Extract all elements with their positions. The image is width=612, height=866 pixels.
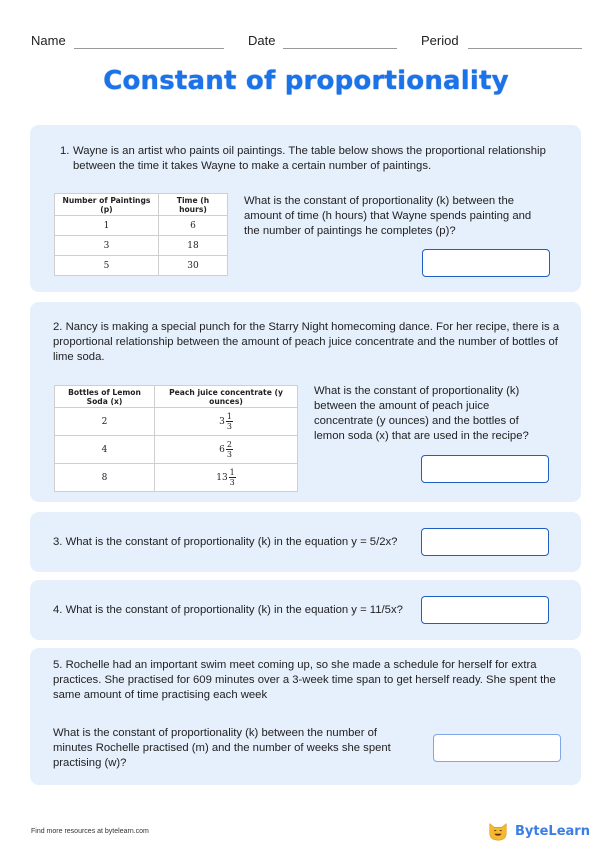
answer-input-1[interactable] bbox=[422, 249, 550, 277]
question-number: 5. bbox=[53, 659, 63, 671]
fraction-numerator: 1 bbox=[226, 412, 232, 421]
paintings-table bbox=[54, 193, 228, 276]
question-4-text bbox=[53, 603, 413, 618]
answer-input-5[interactable] bbox=[433, 734, 561, 762]
table-row bbox=[55, 216, 228, 236]
question-card-2 bbox=[30, 302, 581, 502]
table-row bbox=[55, 236, 228, 256]
mixed-fraction bbox=[219, 412, 233, 431]
question-2-text bbox=[53, 320, 563, 365]
table-row bbox=[55, 464, 298, 492]
fraction-denominator: 3 bbox=[226, 422, 232, 431]
table-header: Time (h hours) bbox=[158, 194, 227, 216]
fraction-numerator: 2 bbox=[226, 440, 232, 449]
table-cell: 5 bbox=[55, 256, 159, 276]
table-header-row bbox=[55, 194, 228, 216]
table-cell: 4 bbox=[55, 436, 155, 464]
table-cell bbox=[155, 408, 298, 436]
table-cell: 2 bbox=[55, 408, 155, 436]
question-1-text bbox=[60, 144, 560, 174]
worksheet-title: Constant of proportionality bbox=[103, 66, 509, 96]
fraction-denominator: 3 bbox=[226, 450, 232, 459]
name-label: Name bbox=[31, 33, 66, 48]
question-number: 2. bbox=[53, 321, 63, 333]
table-cell: 1 bbox=[55, 216, 159, 236]
date-field[interactable] bbox=[283, 48, 397, 49]
question-card-3 bbox=[30, 512, 581, 572]
brand-name: ByteLearn bbox=[515, 823, 590, 839]
period-field[interactable] bbox=[468, 48, 582, 49]
question-card-5 bbox=[30, 648, 581, 785]
mixed-fraction bbox=[216, 468, 236, 487]
table-cell: 30 bbox=[158, 256, 227, 276]
table-header-row bbox=[55, 386, 298, 408]
name-field[interactable] bbox=[74, 48, 224, 49]
fraction-numerator: 1 bbox=[229, 468, 235, 477]
student-info-row bbox=[0, 33, 612, 53]
fraction-whole: 6 bbox=[219, 444, 225, 455]
answer-input-4[interactable] bbox=[421, 596, 549, 624]
question-2-prompt: What is the constant of proportionality (k) between the amount of peach juice concentrate (y ounces) and the bottles of lemon soda (x) that are used in the recipe? bbox=[314, 385, 529, 442]
fraction-whole: 3 bbox=[219, 416, 225, 427]
table-header: Bottles of Lemon Soda (x) bbox=[55, 386, 155, 408]
table-row bbox=[55, 408, 298, 436]
fraction-denominator: 3 bbox=[229, 478, 235, 487]
period-label: Period bbox=[421, 33, 459, 48]
table-header: Number of Paintings (p) bbox=[55, 194, 159, 216]
cat-face-icon bbox=[487, 820, 509, 842]
table-cell: 8 bbox=[55, 464, 155, 492]
table-header: Peach juice concentrate (y ounces) bbox=[155, 386, 298, 408]
question-body: What is the constant of proportionality (k) in the equation y = 5/2x? bbox=[65, 536, 398, 548]
question-body: What is the constant of proportionality (k) in the equation y = 11/5x? bbox=[65, 604, 403, 616]
question-card-4 bbox=[30, 580, 581, 640]
question-body: Rochelle had an important swim meet coming up, so she made a schedule for herself for extra practices. She practised for 609 minutes over a 3-week time span to get herself ready. She spent the same amount of time practising each week bbox=[53, 659, 556, 701]
footer-resources-text: Find more resources at bytelearn.com bbox=[31, 828, 149, 835]
question-number: 3. bbox=[53, 536, 63, 548]
table-cell bbox=[155, 436, 298, 464]
fraction-whole: 13 bbox=[216, 472, 228, 483]
date-label: Date bbox=[248, 33, 276, 48]
question-1-prompt: What is the constant of proportionality (k) between the amount of time (h hours) that Wayne spends painting and the number of paintings he completes (p)? bbox=[244, 195, 532, 237]
mixed-fraction bbox=[219, 440, 233, 459]
question-number: 1. bbox=[60, 145, 70, 157]
question-number: 4. bbox=[53, 604, 63, 616]
table-row bbox=[55, 436, 298, 464]
table-cell: 18 bbox=[158, 236, 227, 256]
question-body: Nancy is making a special punch for the Starry Night homecoming dance. For her recipe, there is a proportional relationship between the amount of peach juice concentrate and the number of bottles of lime soda. bbox=[53, 321, 560, 363]
answer-input-2[interactable] bbox=[421, 455, 549, 483]
question-card-1 bbox=[30, 125, 581, 292]
question-5-prompt: What is the constant of proportionality (k) between the number of minutes Rochelle practised (m) and the number of weeks she spent practising (w)? bbox=[53, 727, 391, 769]
question-3-text bbox=[53, 535, 413, 550]
table-cell bbox=[155, 464, 298, 492]
table-cell: 6 bbox=[158, 216, 227, 236]
question-5-text bbox=[53, 658, 563, 703]
table-cell: 3 bbox=[55, 236, 159, 256]
answer-input-3[interactable] bbox=[421, 528, 549, 556]
question-body: Wayne is an artist who paints oil paintings. The table below shows the proportional relationship between the time it takes Wayne to make a certain number of paintings. bbox=[73, 145, 546, 172]
brand-logo bbox=[487, 820, 590, 842]
punch-table bbox=[54, 385, 298, 492]
table-row bbox=[55, 256, 228, 276]
